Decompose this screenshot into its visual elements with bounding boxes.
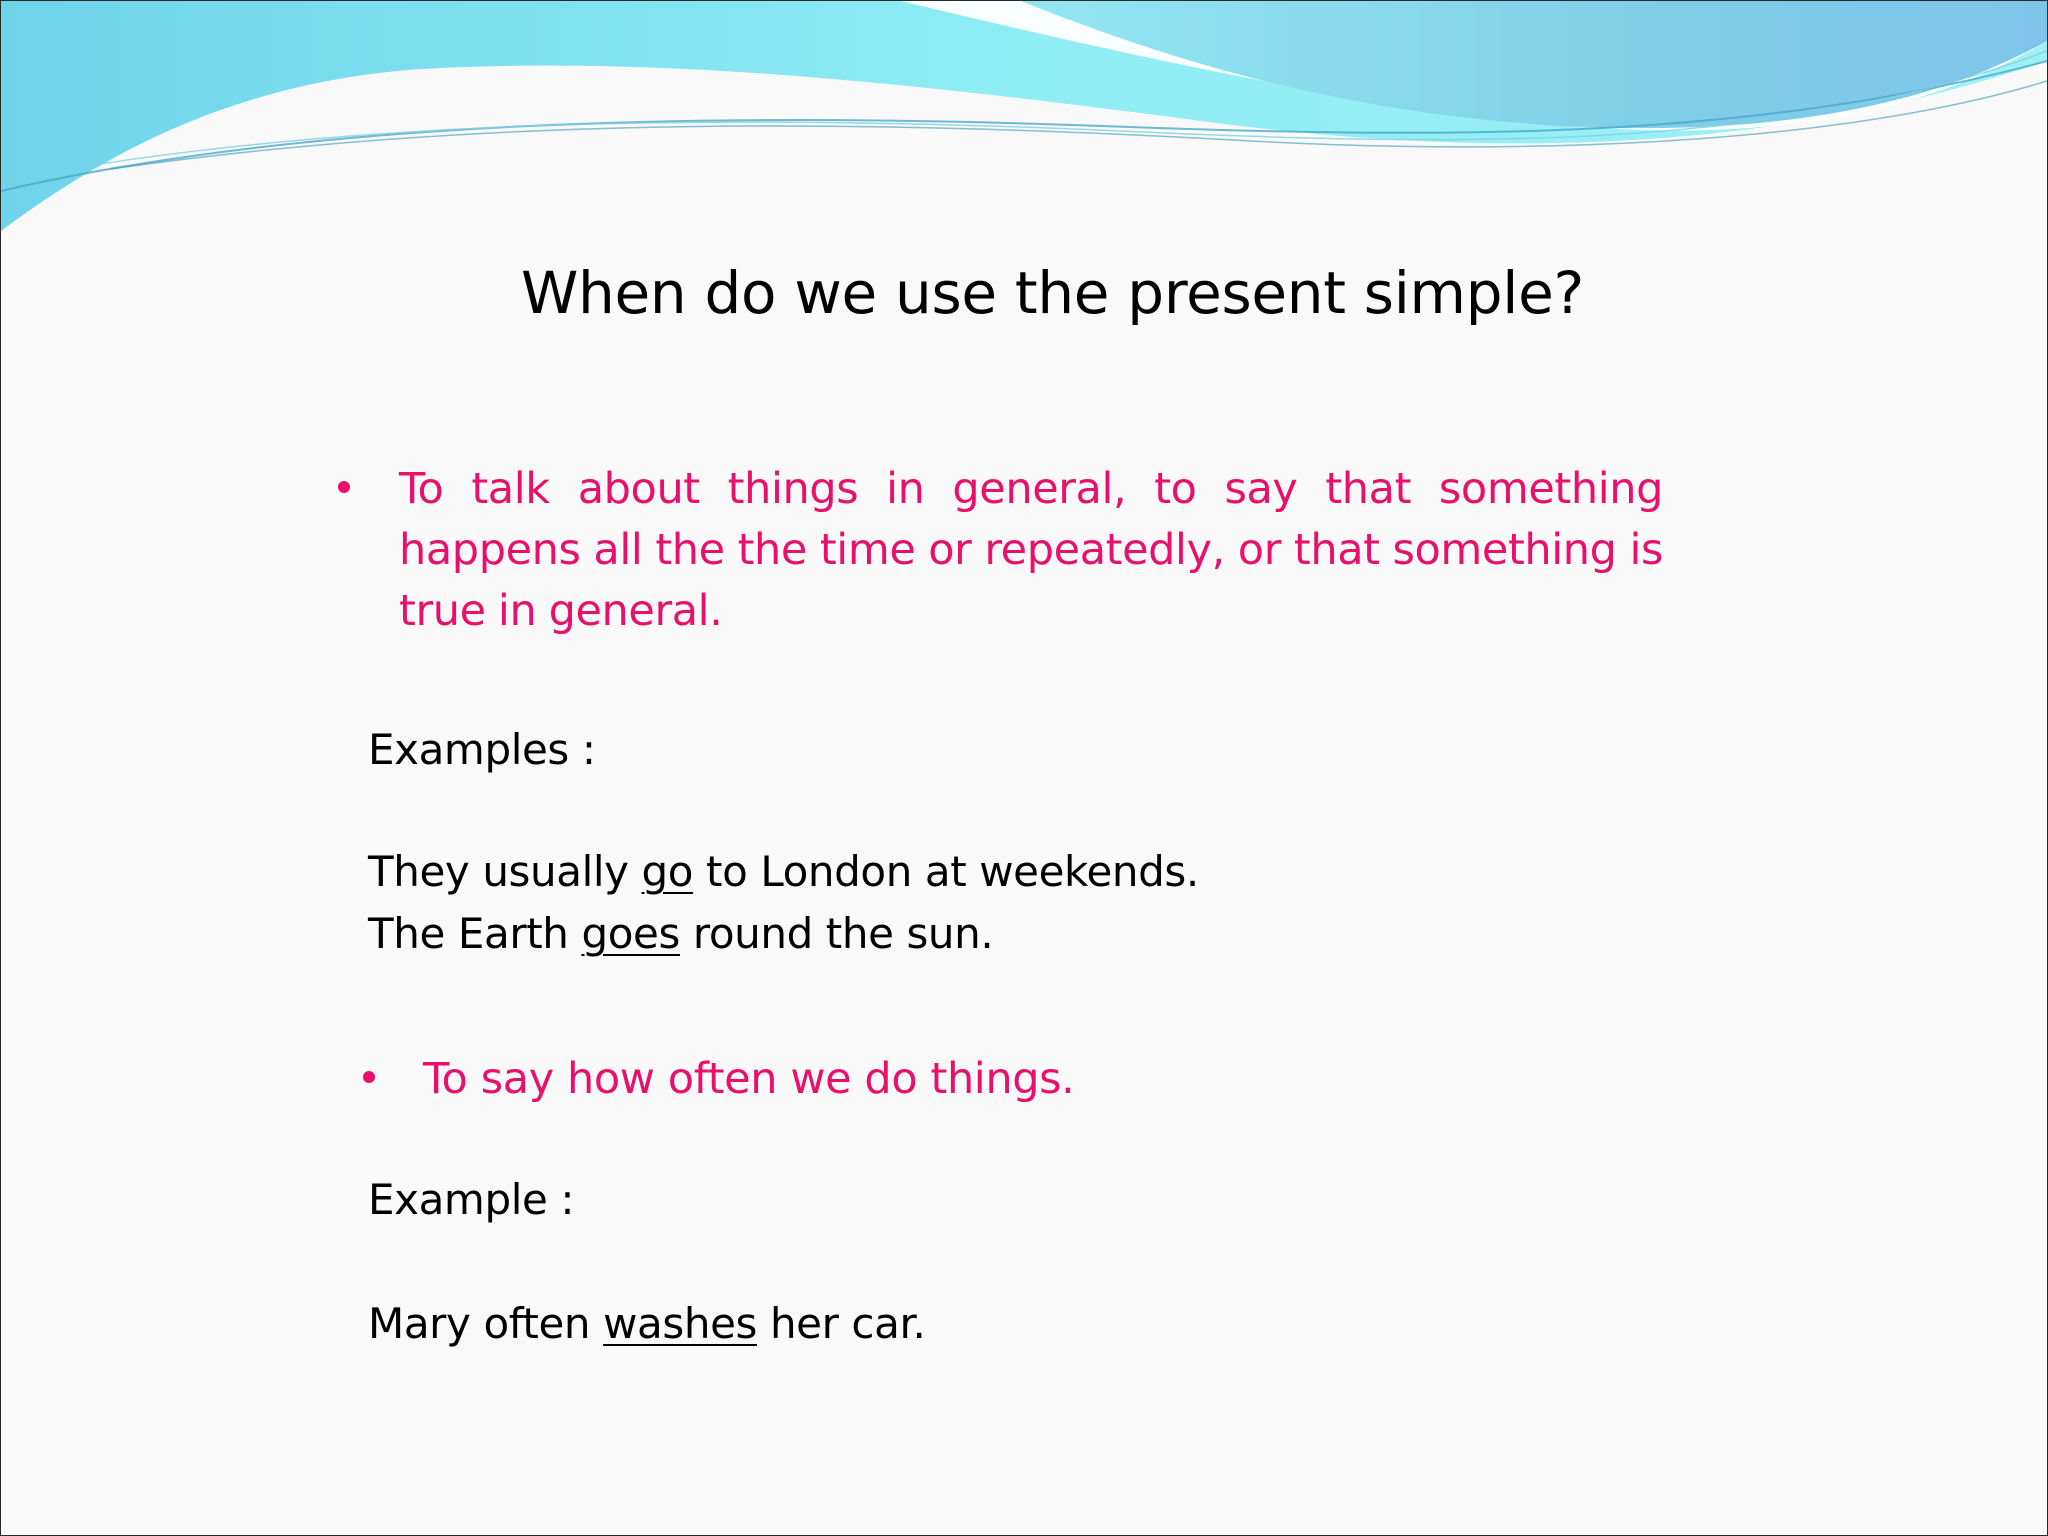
bullet-dot bbox=[338, 481, 350, 493]
bullet-general-use: To talk about things in general, to say that something happens all the the time or repeatedly, or that something is true in general. bbox=[399, 464, 1663, 636]
example-text: Mary often bbox=[368, 1299, 604, 1348]
example-sentence-2 bbox=[368, 903, 993, 965]
example-verb: go bbox=[641, 847, 694, 896]
bullet-dot bbox=[363, 1071, 375, 1083]
example-verb: washes bbox=[603, 1299, 757, 1348]
example-text: round the sun. bbox=[679, 909, 994, 958]
wave-header-decoration bbox=[1, 1, 2047, 241]
example-text: to London at weekends. bbox=[693, 847, 1199, 896]
examples-label: Examples : bbox=[368, 725, 596, 774]
example-text: The Earth bbox=[368, 909, 582, 958]
example-text: her car. bbox=[757, 1299, 926, 1348]
example-label: Example : bbox=[368, 1175, 575, 1224]
slide-title: When do we use the present simple? bbox=[521, 259, 1584, 327]
bullet-frequency-use: To say how often we do things. bbox=[423, 1054, 1075, 1104]
example-sentence-3 bbox=[368, 1293, 925, 1355]
example-text: They usually bbox=[368, 847, 642, 896]
example-sentence-1 bbox=[368, 841, 1199, 903]
example-verb: goes bbox=[581, 909, 680, 958]
